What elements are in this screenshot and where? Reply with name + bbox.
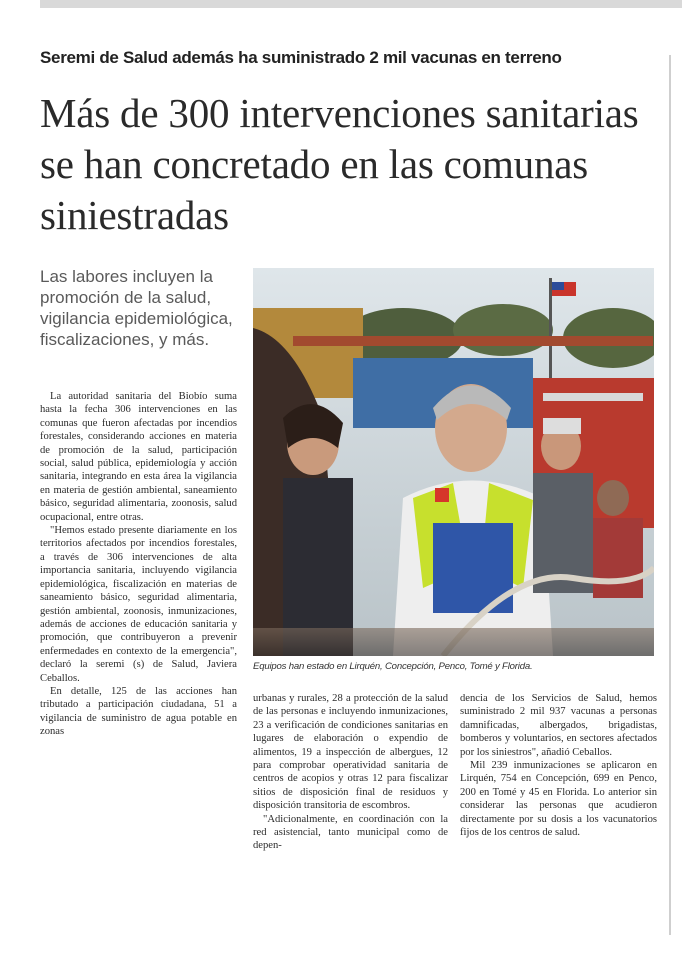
article-column-2	[253, 692, 448, 853]
article-headline: Más de 300 intervenciones sanitarias se han concretado en las comunas siniestradas	[40, 90, 639, 238]
paragraph: En detalle, 125 de las acciones han tributado a participación ciudadana, 51 a vigilancia de suministro de agua potable en zonas	[40, 685, 237, 738]
article-column-1	[40, 390, 237, 739]
paragraph: dencia de los Servicios de Salud, hemos suministrado 2 mil 937 vacunas a personas damnificadas, albergados, brigadistas, bomberos y voluntarios, en sectores afectados por los siniestros", añadió Ceballos.	[460, 693, 657, 758]
photo-caption: Equipos han estado en Lirquén, Concepción, Penco, Tomé y Florida.	[253, 661, 533, 672]
paragraph: Mil 239 inmunizaciones se aplicaron en Lirquén, 754 en Concepción, 699 en Penco, 200 en Tomé y 45 en Florida. Lo anterior sin considerar las personas que acudieron directamente por su dosis a los vacunatorios fijos de los centros de salud.	[460, 760, 657, 839]
article-kicker: Seremi de Salud además ha suministrado 2 mil vacunas en terreno	[40, 48, 562, 67]
paragraph: "Hemos estado presente diariamente en los territorios afectados por incendios forestales, a través de 306 intervenciones de alta importancia sanitaria, incluyendo vigilancia epidemiológica, fiscalización en materias de saneamiento básico, seguridad alimentaria, gestión ambiental, zoonosis, inmunizaciones, además de acciones de educación sanitaria y promoción, que contribuyeron a prevenir enfermedades en contexto de la emergencia", declaró la seremi (s) de Salud, Javiera Ceballos.	[40, 525, 237, 684]
news-photo	[253, 268, 654, 656]
paragraph: urbanas y rurales, 28 a protección de la salud de las personas e incluyendo inmunizaciones, 23 a verificación de condiciones sanitarias en lugares de elaboración o expendio de alimentos, 19 a inspección de albergues, 12 para comprobar operatividad sanitaria de centros de acopios y otras 12 para fiscalizar sitios de disposición final de residuos y disposición transitoria de escombros.	[253, 693, 448, 812]
article-column-3	[460, 692, 657, 839]
paragraph: "Adicionalmente, en coordinación con la red asistencial, tanto municipal como de depen-	[253, 813, 448, 852]
page-top-bar	[40, 0, 682, 8]
photo-illustration	[253, 268, 654, 656]
article-deck: Las labores incluyen la promoción de la salud, vigilancia epidemiológica, fiscalizaciones, y más.	[40, 267, 233, 349]
paragraph: La autoridad sanitaria del Biobío suma hasta la fecha 306 intervenciones en las comunas que fueron afectadas por incendios forestales, considerando acciones en materia de promoción de la salud, participación social, salud pública, epidemiología y acción sanitaria, integrando en esta área la vigilancia en materia de gestión ambiental, saneamiento básico, seguridad alimentaria, zoonosis, salud ocupacional, entre otras.	[40, 391, 237, 523]
